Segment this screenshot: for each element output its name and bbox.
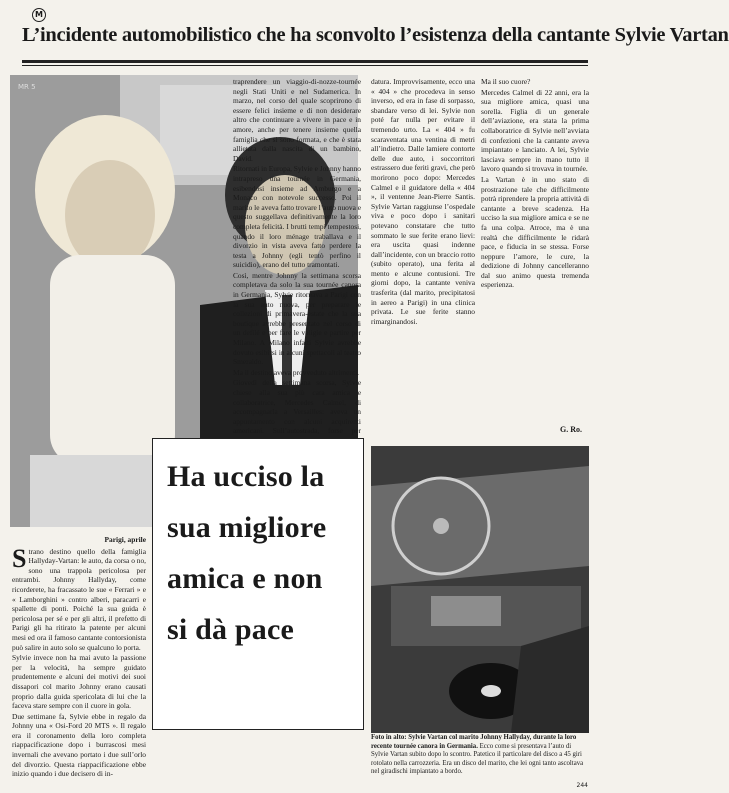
headline-rule <box>22 60 588 63</box>
paragraph-lead <box>12 543 146 653</box>
page-marker: M <box>32 8 46 22</box>
pull-quote: Ha ucciso la sua migliore amica e non si dà pace <box>167 460 327 646</box>
lead-text: trano destino quello della famiglia Hallyday-Vartan: le auto, da corsa o no, sono una trappola pericolosa per entrambi. Johnny Hallyday, come ricorderete, ha fracassato le sue « Ferrari » e « Lamborghini » contro alberi, paracarri e spallette di ponti. Poiché la sua guida è pericolosa per sé e per gli altri, il prefetto di Parigi gli ha ritirato la patente per alcuni mesi ed ora il famoso cantante contorsionista può salire in auto solo se qualcuno lo porta. <box>12 546 146 652</box>
article-column-c <box>481 77 589 422</box>
article-column-a <box>233 77 361 436</box>
photo-car-wreck <box>371 446 589 733</box>
paragraph: Così, mentre Johnny la settimana scorsa completava da solo la sua tournée canora in Germania, Sylvie ritornava a Parigi con la sua auto nuova, per preparare le collezioni di primavera-estate che la sua boutique avrebbe presentato nel corso di un defilé e per fare le valigie e partire per Milano. A Milano infatti Sylvie avrebbe dovuto esibirsi in alcuni spettacoli al teatro Smeraldo. <box>233 270 361 367</box>
paragraph: Ritornati in Europa, Sylvie e Johnny hanno intrapreso una tournée in Germania, esibendosi insieme ad Amburgo e a Monaco con notevole successo. Poi il marito le aveva fatto trovare l’auto nuova e questo suggellava definitivamente la loro completa felicità. I brutti tempi tempestosi, quando il loro ménage traballava e il divorzio in vista aveva fatto perdere la testa a Johnny (egli tentò perfino il suicidio), erano del tutto tramontati. <box>233 164 361 270</box>
photo-caption <box>371 734 589 777</box>
article-column-left <box>12 535 146 785</box>
dateline: Parigi, aprile <box>104 535 146 544</box>
paragraph: Giovedì della settimana scorsa, Sylvie chiese alla sua più cara amica e collaboratrice, Mercedes Calmel, di accompagnarla a Versailles: aveva un appuntamento con alcuni acquirenti americani. Sull’autostrada, forse per <box>233 378 361 436</box>
photo-code: MR 5 <box>18 83 36 91</box>
paragraph: traprendere un viaggio-di-nozze-tournée negli Stati Uniti e nel Sudamerica. In marzo, nel corso del quale scoprirono di essere felici insieme e di non desiderare altro che continuare a vivere in pace e in amore, anche per tenere insieme quella famiglia che si sono formata, e che è stata allietata dalla nascita di un bambino, David. <box>233 77 361 163</box>
paragraph: Mercedes Calmel di 22 anni, era la sua migliore amica, quasi una sorella. Figlia di un generale dell’aviazione, era stata la prima collaboratrice di Sylvie nell’avviata di confezioni che la cantante aveva impiantato e lanciato. A lei, Sylvie lasciava sempre in mano tutto il lavoro quando si trovava in tournée. <box>481 87 589 174</box>
headline-rule-thin <box>22 65 588 66</box>
paragraph: Sylvie invece non ha mai avuto la passione per la velocità, ha sempre guidato prudentemente e alcuni dei motivi dei suoi dissapori col marito Johnny erano causati proprio dalla guida spericolata di lui che la faceva stare sempre con il cuore in gola. <box>12 653 146 711</box>
dropcap: S <box>12 543 27 573</box>
caption-text: Ecco come si presentava l’auto di Sylvie Vartan subito dopo lo scontro. Patetico il particolare del disco a 45 giri rotolato nella carrozzeria. Era un disco del marito, che lei ogni tanto ascoltava nel giradischi impiantato a bordo. <box>371 742 584 776</box>
car-photo-illustration <box>371 446 589 733</box>
paragraph: La Vartan è in uno stato di prostrazione tale che difficilmente potrà riprendere la propria attività di cantante a breve scadenza. Ha ucciso la sua migliore amica e se ne fa una colpa. Atroce, ma è una realtà che difficilmente le ridarà pace, e fiducia in se stessa. Forse neppure l’amore, le cure, la dedizione di Johnny cancelleranno dal suo animo questa tremenda esperienza. <box>481 174 589 290</box>
caption-bold: Foto in alto: Sylvie Vartan col marito Johnny Hallyday, durante la loro recente tournée canora in Germania. <box>371 734 577 750</box>
paragraph: Ma il destino aveva provveduto altrimenti. <box>233 367 360 377</box>
pull-quote-box <box>152 438 364 730</box>
paragraph: datura. Improvvisamente, ecco una « 404 » che procedeva in senso inverso, ed era in fase di sorpasso, sbandare verso di lei. Sylvie non poté far nulla per evitare il tremendo urto. La « 404 » fu scaraventata una ventina di metri all’indietro. Dalle lamiere contorte delle due auto, i soccorritori estrassero due feriti gravi, che però morirono poco dopo: Mercedes Calmel e il guidatore della « 404 », il ventenne Jean-Pierre Santis. Sylvie Vartan raggiunse l’ospedale viva e poco dopo i sanitari potevano constatare che tutto sommato le sue ferite erano lievi: era uscita quasi indenne dall’incidente, con un braccio rotto (subito operato), una ferita al mento e alcune contusioni. Tre giorni dopo, la cantante veniva trasferita (dal marito, precipitatosi in aereo a Parigi) in una clinica privata. Le sue ferite stanno rimarginandosi. <box>371 77 475 326</box>
headline: L’incidente automobilistico che ha sconvolto l’esistenza della cantante Sylvie Vartan <box>22 24 729 46</box>
article-column-b <box>371 77 475 326</box>
paragraph: Due settimane fa, Sylvie ebbe in regalo da Johnny una « Osi-Ford 20 MTS ». Il regalo era il coronamento della loro completa riappacificazione dopo i burrascosi mesi invernali che avevano portato i due sull’orlo del divorzio. Questa riappacificazione ebbe inizio quando i due decisero di in- <box>12 711 146 779</box>
paragraph-intro: Ma il suo cuore? <box>481 77 531 86</box>
page-number: 244 <box>576 782 588 789</box>
byline: G. Ro. <box>560 425 582 434</box>
